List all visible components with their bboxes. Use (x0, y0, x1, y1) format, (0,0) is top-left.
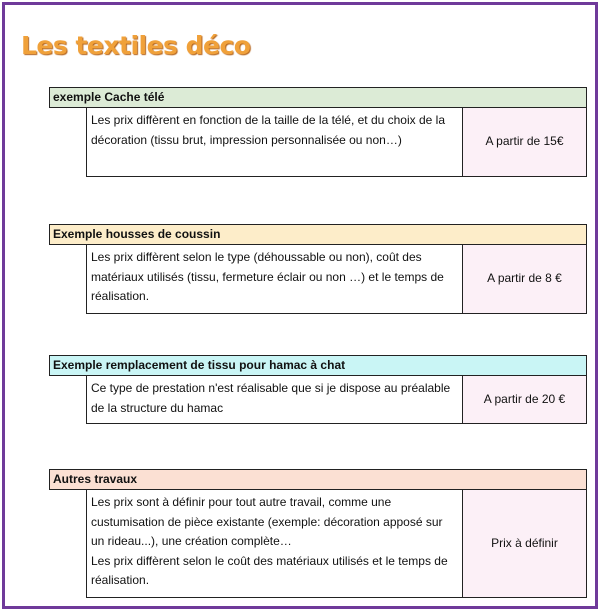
section-cache-tele (49, 87, 587, 177)
description (87, 108, 463, 176)
section-body (86, 490, 587, 598)
page-title: Les textiles déco (21, 31, 251, 60)
section-autres-travaux (49, 469, 587, 598)
page-frame (2, 2, 598, 609)
description-text: Les prix sont à définir pour tout autre travail, comme une custumisation de pièce existante (exemple: décoration apposé sur un rideau...), une création complète… (91, 495, 443, 548)
price-cell: Prix à définir (463, 490, 586, 597)
description (87, 490, 463, 597)
description (87, 376, 463, 423)
description-text: Les prix diffèrent selon le type (déhoussable ou non), coût des matériaux utilisés (tissu, fermeture éclair ou non …) et le temps de réalisation. (91, 250, 444, 303)
section-hamac (49, 355, 587, 424)
section-header: Autres travaux (49, 469, 587, 490)
price-cell: A partir de 8 € (463, 245, 586, 313)
section-header: exemple Cache télé (49, 87, 587, 108)
price-cell: A partir de 15€ (463, 108, 586, 176)
description-text: Les prix diffèrent en fonction de la taille de la télé, et du choix de la décoration (tissu brut, impression personnalisée ou non…) (91, 113, 446, 147)
section-header: Exemple housses de coussin (49, 224, 587, 245)
price-cell: A partir de 20 € (463, 376, 586, 423)
section-body (86, 376, 587, 424)
section-body (86, 108, 587, 177)
description (87, 245, 463, 313)
section-header: Exemple remplacement de tissu pour hamac à chat (49, 355, 587, 376)
section-body (86, 245, 587, 314)
section-housses-coussin (49, 224, 587, 314)
description-text: Les prix diffèrent selon le coût des matériaux utilisés et le temps de réalisation. (91, 553, 448, 587)
description-text: Ce type de prestation n'est réalisable que si je dispose au préalable de la structure du hamac (91, 381, 451, 415)
